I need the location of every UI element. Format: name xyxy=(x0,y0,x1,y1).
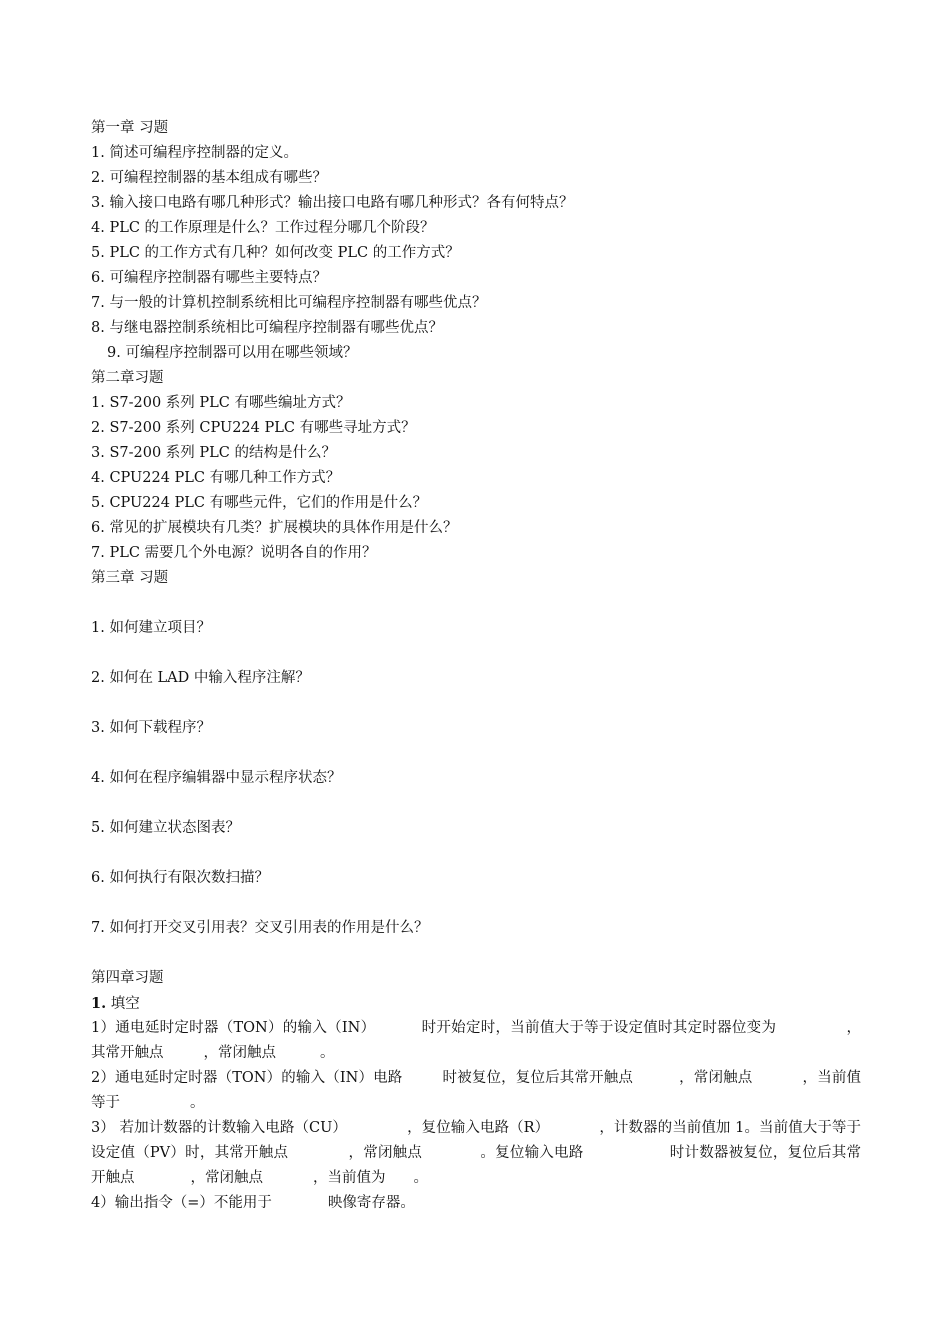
ch3-item: 6. 如何执行有限次数扫描？ xyxy=(91,870,269,886)
chapter4-title: 第四章习题 xyxy=(91,970,164,986)
chapter1-title: 第一章 习题 xyxy=(91,120,169,136)
q1-text: ，常闭触点 xyxy=(203,1045,276,1061)
q2-text: 。 xyxy=(190,1095,205,1111)
ch1-item: 3. 输入接口电路有哪几种形式？输出接口电路有哪几种形式？各有何特点？ xyxy=(91,195,574,211)
fill-blank-question-3 xyxy=(91,1116,861,1191)
fill-blank-question-1 xyxy=(91,1016,861,1066)
ch3-item: 7. 如何打开交叉引用表？交叉引用表的作用是什么？ xyxy=(91,920,429,936)
q3-text: ，复位输入电路（R） xyxy=(407,1120,550,1136)
fill-blank-question-4 xyxy=(91,1191,861,1216)
chapter3-title: 第三章 习题 xyxy=(91,570,169,586)
q1-text: 时开始定时，当前值大于等于设定值时其定时器位变为 xyxy=(421,1020,777,1036)
spacer xyxy=(91,691,861,716)
document-page xyxy=(91,116,861,1216)
ch2-item: 5. CPU224 PLC 有哪些元件，它们的作用是什么？ xyxy=(91,495,428,511)
q3-text: ，常闭触点 xyxy=(190,1170,263,1186)
ch2-item: 3. S7-200 系列 PLC 的结构是什么？ xyxy=(91,445,336,461)
spacer xyxy=(91,841,861,866)
spacer xyxy=(91,641,861,666)
ch2-item: 1. S7-200 系列 PLC 有哪些编址方式？ xyxy=(91,395,351,411)
q3-text: 时计数器被复位，复位后其常开触点 xyxy=(91,1145,862,1186)
ch4-section-heading xyxy=(91,991,861,1016)
ch1-item: 4. PLC 的工作原理是什么？工作过程分哪几个阶段？ xyxy=(91,220,435,236)
ch3-item: 5. 如何建立状态图表？ xyxy=(91,820,240,836)
ch2-item: 6. 常见的扩展模块有几类？扩展模块的具体作用是什么？ xyxy=(91,520,458,536)
spacer xyxy=(91,891,861,916)
ch1-item: 1. 简述可编程序控制器的定义。 xyxy=(91,145,298,161)
ch2-item: 7. PLC 需要几个外电源？说明各自的作用？ xyxy=(91,545,377,561)
fill-blank-question-2 xyxy=(91,1066,861,1116)
section-label: 填空 xyxy=(110,996,140,1012)
ch3-item: 1. 如何建立项目？ xyxy=(91,620,211,636)
q3-text: 。 xyxy=(413,1170,428,1186)
q1-text: 1）通电延时定时器（TON）的输入（IN） xyxy=(91,1020,376,1036)
q1-text: 。 xyxy=(320,1045,335,1061)
ch2-item: 2. S7-200 系列 CPU224 PLC 有哪些寻址方式？ xyxy=(91,420,416,436)
ch1-item: 5. PLC 的工作方式有几种？如何改变 PLC 的工作方式？ xyxy=(91,245,460,261)
section-number: 1. xyxy=(91,995,107,1012)
ch3-item: 3. 如何下载程序？ xyxy=(91,720,211,736)
q2-text: ，当前值等于 xyxy=(91,1070,862,1111)
q1-text: ，其常开触点 xyxy=(91,1020,862,1061)
spacer xyxy=(91,941,861,966)
ch1-item: 8. 与继电器控制系统相比可编程序控制器有哪些优点？ xyxy=(91,320,443,336)
spacer xyxy=(91,591,861,616)
ch1-item: 2. 可编程控制器的基本组成有哪些？ xyxy=(91,170,327,186)
ch3-item: 2. 如何在 LAD 中输入程序注解？ xyxy=(91,670,310,686)
ch3-item: 4. 如何在程序编辑器中显示程序状态？ xyxy=(91,770,342,786)
ch2-item: 4. CPU224 PLC 有哪几种工作方式？ xyxy=(91,470,341,486)
q3-text: ，计数器的当前值加 1。当前值大于等于设定值（PV）时，其常开触点 xyxy=(91,1120,861,1161)
ch1-item: 6. 可编程序控制器有哪些主要特点？ xyxy=(91,270,327,286)
q3-text: 3） 若加计数器的计数输入电路（CU） xyxy=(91,1120,347,1136)
q4-text: 4）输出指令（=）不能用于 xyxy=(91,1195,272,1211)
spacer xyxy=(91,791,861,816)
q2-text: 时被复位，复位后其常开触点 xyxy=(442,1070,633,1086)
q3-text: 。复位输入电路 xyxy=(480,1145,584,1161)
q2-text: ，常闭触点 xyxy=(679,1070,753,1086)
ch1-item: 7. 与一般的计算机控制系统相比可编程序控制器有哪些优点？ xyxy=(91,295,487,311)
q2-text: 2）通电延时定时器（TON）的输入（IN）电路 xyxy=(91,1070,403,1086)
q4-text: 映像寄存器。 xyxy=(327,1195,415,1211)
ch1-item: 9. 可编程序控制器可以用在哪些领域？ xyxy=(107,345,358,361)
q3-text: ，常闭触点 xyxy=(348,1145,423,1161)
q3-text: ，当前值为 xyxy=(313,1170,386,1186)
spacer xyxy=(91,741,861,766)
chapter2-title: 第二章习题 xyxy=(91,370,164,386)
